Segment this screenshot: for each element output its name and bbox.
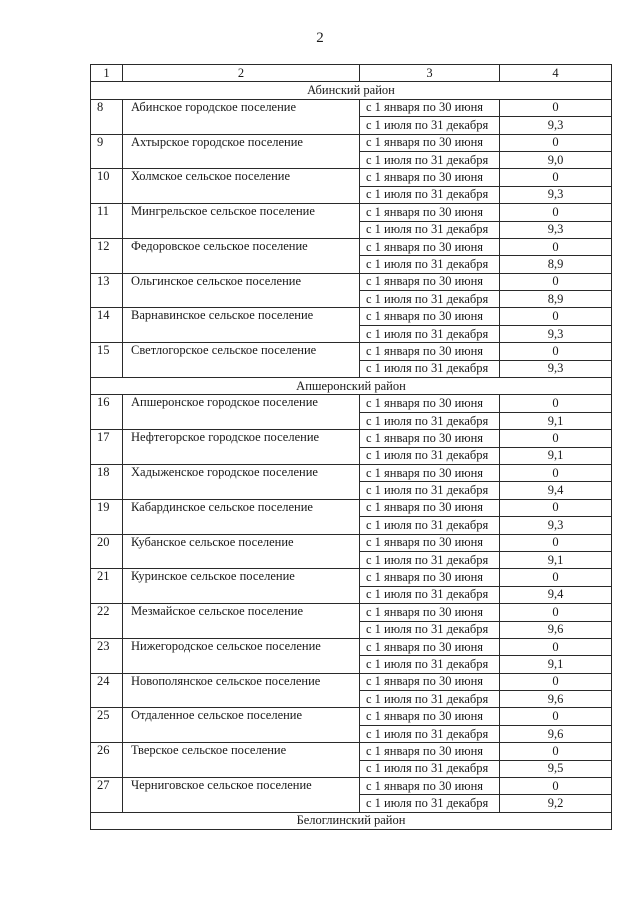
- table-row: [91, 134, 612, 151]
- period-first-half: с 1 января по 30 июня: [360, 134, 500, 151]
- table-row: [91, 343, 612, 360]
- row-number: 15: [91, 343, 123, 378]
- period-second-half: с 1 июля по 31 декабря: [360, 621, 500, 638]
- value-first-half: 0: [500, 204, 612, 221]
- period-first-half: с 1 января по 30 июня: [360, 430, 500, 447]
- period-first-half: с 1 января по 30 июня: [360, 343, 500, 360]
- period-second-half: с 1 июля по 31 декабря: [360, 760, 500, 777]
- value-second-half: 8,9: [500, 291, 612, 308]
- row-number: 17: [91, 430, 123, 465]
- value-second-half: 9,3: [500, 325, 612, 342]
- value-second-half: 9,6: [500, 725, 612, 742]
- value-second-half: 9,6: [500, 621, 612, 638]
- row-number: 22: [91, 604, 123, 639]
- row-number: 26: [91, 743, 123, 778]
- settlement-name: Отдаленное сельское поселение: [123, 708, 360, 743]
- tariff-table-body: [91, 65, 612, 830]
- period-first-half: с 1 января по 30 июня: [360, 743, 500, 760]
- table-row: [91, 708, 612, 725]
- table-row: [91, 638, 612, 655]
- value-first-half: 0: [500, 708, 612, 725]
- row-number: 27: [91, 778, 123, 813]
- table-row: [91, 273, 612, 290]
- row-number: 12: [91, 238, 123, 273]
- value-first-half: 0: [500, 673, 612, 690]
- value-first-half: 0: [500, 343, 612, 360]
- value-second-half: 9,3: [500, 517, 612, 534]
- settlement-name: Ольгинское сельское поселение: [123, 273, 360, 308]
- settlement-name: Холмское сельское поселение: [123, 169, 360, 204]
- settlement-name: Новополянское сельское поселение: [123, 673, 360, 708]
- period-second-half: с 1 июля по 31 декабря: [360, 186, 500, 203]
- period-second-half: с 1 июля по 31 декабря: [360, 117, 500, 134]
- row-number: 9: [91, 134, 123, 169]
- table-row: [91, 308, 612, 325]
- row-number: 13: [91, 273, 123, 308]
- settlement-name: Кабардинское сельское поселение: [123, 499, 360, 534]
- row-number: 25: [91, 708, 123, 743]
- settlement-name: Варнавинское сельское поселение: [123, 308, 360, 343]
- value-second-half: 9,4: [500, 482, 612, 499]
- value-first-half: 0: [500, 99, 612, 116]
- settlement-name: Черниговское сельское поселение: [123, 778, 360, 813]
- row-number: 10: [91, 169, 123, 204]
- value-second-half: 9,4: [500, 586, 612, 603]
- value-second-half: 9,1: [500, 551, 612, 568]
- settlement-name: Нижегородское сельское поселение: [123, 638, 360, 673]
- value-first-half: 0: [500, 430, 612, 447]
- value-second-half: 9,6: [500, 691, 612, 708]
- table-row: [91, 204, 612, 221]
- value-second-half: 9,3: [500, 186, 612, 203]
- period-first-half: с 1 января по 30 июня: [360, 708, 500, 725]
- settlement-name: Мезмайское сельское поселение: [123, 604, 360, 639]
- settlement-name: Ахтырское городское поселение: [123, 134, 360, 169]
- table-row: [91, 673, 612, 690]
- settlement-name: Абинское городское поселение: [123, 99, 360, 134]
- table-row: [91, 238, 612, 255]
- row-number: 11: [91, 204, 123, 239]
- period-first-half: с 1 января по 30 июня: [360, 169, 500, 186]
- period-first-half: с 1 января по 30 июня: [360, 778, 500, 795]
- row-number: 18: [91, 464, 123, 499]
- value-first-half: 0: [500, 273, 612, 290]
- value-second-half: 9,1: [500, 656, 612, 673]
- period-first-half: с 1 января по 30 июня: [360, 273, 500, 290]
- row-number: 24: [91, 673, 123, 708]
- value-first-half: 0: [500, 308, 612, 325]
- row-number: 19: [91, 499, 123, 534]
- table-row: [91, 464, 612, 481]
- period-second-half: с 1 июля по 31 декабря: [360, 256, 500, 273]
- row-number: 8: [91, 99, 123, 134]
- header-col-4: 4: [500, 65, 612, 82]
- value-first-half: 0: [500, 169, 612, 186]
- table-row: [91, 743, 612, 760]
- value-first-half: 0: [500, 638, 612, 655]
- table-row: [91, 534, 612, 551]
- district-name: Белоглинский район: [91, 812, 612, 829]
- settlement-name: Мингрельское сельское поселение: [123, 204, 360, 239]
- period-first-half: с 1 января по 30 июня: [360, 464, 500, 481]
- header-col-2: 2: [123, 65, 360, 82]
- period-second-half: с 1 июля по 31 декабря: [360, 517, 500, 534]
- table-row: [91, 169, 612, 186]
- period-first-half: с 1 января по 30 июня: [360, 204, 500, 221]
- period-second-half: с 1 июля по 31 декабря: [360, 586, 500, 603]
- value-second-half: 9,5: [500, 760, 612, 777]
- period-second-half: с 1 июля по 31 декабря: [360, 725, 500, 742]
- period-first-half: с 1 января по 30 июня: [360, 238, 500, 255]
- table-row: [91, 604, 612, 621]
- period-first-half: с 1 января по 30 июня: [360, 99, 500, 116]
- period-second-half: с 1 июля по 31 декабря: [360, 151, 500, 168]
- row-number: 20: [91, 534, 123, 569]
- district-name: Абинский район: [91, 82, 612, 99]
- value-second-half: 9,1: [500, 447, 612, 464]
- period-second-half: с 1 июля по 31 декабря: [360, 656, 500, 673]
- table-row: [91, 569, 612, 586]
- settlement-name: Куринское сельское поселение: [123, 569, 360, 604]
- value-first-half: 0: [500, 778, 612, 795]
- period-second-half: с 1 июля по 31 декабря: [360, 482, 500, 499]
- period-second-half: с 1 июля по 31 декабря: [360, 691, 500, 708]
- period-second-half: с 1 июля по 31 декабря: [360, 221, 500, 238]
- settlement-name: Тверское сельское поселение: [123, 743, 360, 778]
- period-first-half: с 1 января по 30 июня: [360, 499, 500, 516]
- value-first-half: 0: [500, 569, 612, 586]
- header-row: [91, 65, 612, 82]
- period-second-half: с 1 июля по 31 декабря: [360, 360, 500, 377]
- period-second-half: с 1 июля по 31 декабря: [360, 447, 500, 464]
- value-first-half: 0: [500, 238, 612, 255]
- settlement-name: Светлогорское сельское поселение: [123, 343, 360, 378]
- value-second-half: 9,3: [500, 221, 612, 238]
- period-first-half: с 1 января по 30 июня: [360, 308, 500, 325]
- value-first-half: 0: [500, 464, 612, 481]
- settlement-name: Кубанское сельское поселение: [123, 534, 360, 569]
- period-second-half: с 1 июля по 31 декабря: [360, 412, 500, 429]
- value-first-half: 0: [500, 743, 612, 760]
- value-second-half: 9,0: [500, 151, 612, 168]
- value-second-half: 9,3: [500, 360, 612, 377]
- table-row: [91, 499, 612, 516]
- row-number: 16: [91, 395, 123, 430]
- period-second-half: с 1 июля по 31 декабря: [360, 795, 500, 812]
- district-row: [91, 378, 612, 395]
- row-number: 14: [91, 308, 123, 343]
- period-first-half: с 1 января по 30 июня: [360, 569, 500, 586]
- period-first-half: с 1 января по 30 июня: [360, 534, 500, 551]
- value-second-half: 9,3: [500, 117, 612, 134]
- settlement-name: Апшеронское городское поселение: [123, 395, 360, 430]
- value-second-half: 9,1: [500, 412, 612, 429]
- period-second-half: с 1 июля по 31 декабря: [360, 291, 500, 308]
- header-col-3: 3: [360, 65, 500, 82]
- header-col-1: 1: [91, 65, 123, 82]
- period-second-half: с 1 июля по 31 декабря: [360, 325, 500, 342]
- period-first-half: с 1 января по 30 июня: [360, 638, 500, 655]
- district-name: Апшеронский район: [91, 378, 612, 395]
- table-row: [91, 778, 612, 795]
- row-number: 21: [91, 569, 123, 604]
- period-first-half: с 1 января по 30 июня: [360, 673, 500, 690]
- value-second-half: 9,2: [500, 795, 612, 812]
- table-row: [91, 430, 612, 447]
- value-second-half: 8,9: [500, 256, 612, 273]
- value-first-half: 0: [500, 499, 612, 516]
- settlement-name: Нефтегорское городское поселение: [123, 430, 360, 465]
- value-first-half: 0: [500, 604, 612, 621]
- settlement-name: Хадыженское городское поселение: [123, 464, 360, 499]
- district-row: [91, 812, 612, 829]
- period-second-half: с 1 июля по 31 декабря: [360, 551, 500, 568]
- period-first-half: с 1 января по 30 июня: [360, 604, 500, 621]
- district-row: [91, 82, 612, 99]
- settlement-name: Федоровское сельское поселение: [123, 238, 360, 273]
- value-first-half: 0: [500, 395, 612, 412]
- tariff-table: [90, 64, 612, 830]
- row-number: 23: [91, 638, 123, 673]
- period-first-half: с 1 января по 30 июня: [360, 395, 500, 412]
- table-row: [91, 99, 612, 116]
- page-number: 2: [316, 30, 324, 46]
- table-row: [91, 395, 612, 412]
- value-first-half: 0: [500, 134, 612, 151]
- value-first-half: 0: [500, 534, 612, 551]
